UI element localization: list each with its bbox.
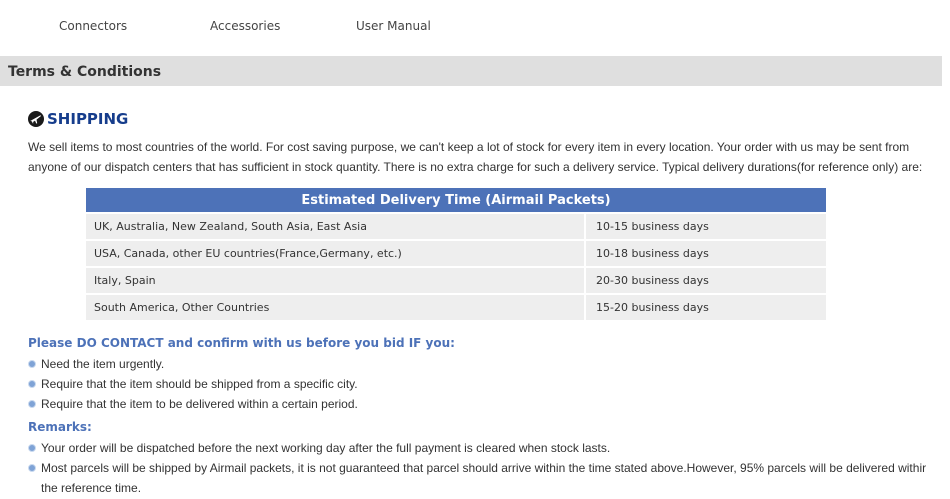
bullet-icon bbox=[28, 444, 36, 452]
region-cell: South America, Other Countries bbox=[86, 293, 586, 320]
region-cell: UK, Australia, New Zealand, South Asia, East Asia bbox=[86, 212, 586, 239]
list-item bbox=[28, 354, 358, 374]
delivery-time-table bbox=[86, 186, 826, 320]
list-item-text: Most parcels will be shipped by Airmail packets, it is not guaranteed that parcel should arrive within the time stated above.However, 95% parcels will be delivered withir bbox=[41, 461, 927, 475]
time-cell: 20-30 business days bbox=[586, 266, 826, 293]
time-cell: 15-20 business days bbox=[586, 293, 826, 320]
list-item bbox=[28, 374, 358, 394]
bullet-icon bbox=[28, 380, 36, 388]
list-item bbox=[28, 438, 926, 458]
list-item-continuation: the reference time. bbox=[41, 481, 142, 495]
list-item-text: Require that the item should be shipped from a specific city. bbox=[41, 377, 358, 391]
list-item bbox=[28, 458, 926, 498]
time-cell: 10-15 business days bbox=[586, 212, 826, 239]
region-cell: Italy, Spain bbox=[86, 266, 586, 293]
top-navigation bbox=[0, 0, 950, 54]
bullet-icon bbox=[28, 464, 36, 472]
table-row bbox=[86, 212, 826, 239]
shipping-intro: We sell items to most countries of the world. For cost saving purpose, we can't keep a lot of stock for every item in every location. Your order with us may be sent from anyone of our dispatch centers that has sufficient in stock quantity. There is no extra charge for such a delivery service. Typical delivery durations(for reference only) are: bbox=[28, 140, 923, 174]
terms-bar bbox=[0, 56, 942, 86]
region-cell: USA, Canada, other EU countries(France,Germany, etc.) bbox=[86, 239, 586, 266]
nav-link-user-manual[interactable]: User Manual bbox=[356, 19, 431, 33]
terms-title: Terms & Conditions bbox=[8, 64, 162, 80]
list-item-text: Your order will be dispatched before the next working day after the full payment is cleared when stock lasts. bbox=[41, 441, 611, 455]
time-cell: 10-18 business days bbox=[586, 239, 826, 266]
airplane-icon bbox=[28, 111, 44, 127]
contact-heading: Please DO CONTACT and confirm with us before you bid IF you: bbox=[28, 336, 455, 350]
bullet-icon bbox=[28, 400, 36, 408]
list-item-text: Need the item urgently. bbox=[41, 357, 165, 371]
table-header: Estimated Delivery Time (Airmail Packets) bbox=[86, 186, 826, 212]
shipping-title: SHIPPING bbox=[47, 110, 129, 128]
nav-link-accessories[interactable]: Accessories bbox=[210, 19, 281, 33]
list-item bbox=[28, 394, 358, 414]
remarks-heading: Remarks: bbox=[28, 420, 92, 434]
contact-list bbox=[28, 354, 358, 414]
table-row bbox=[86, 266, 826, 293]
table-row bbox=[86, 239, 826, 266]
bullet-icon bbox=[28, 360, 36, 368]
list-item-text: Require that the item to be delivered within a certain period. bbox=[41, 397, 358, 411]
table-row bbox=[86, 293, 826, 320]
remarks-list bbox=[28, 438, 926, 498]
nav-link-connectors[interactable]: Connectors bbox=[59, 19, 128, 33]
